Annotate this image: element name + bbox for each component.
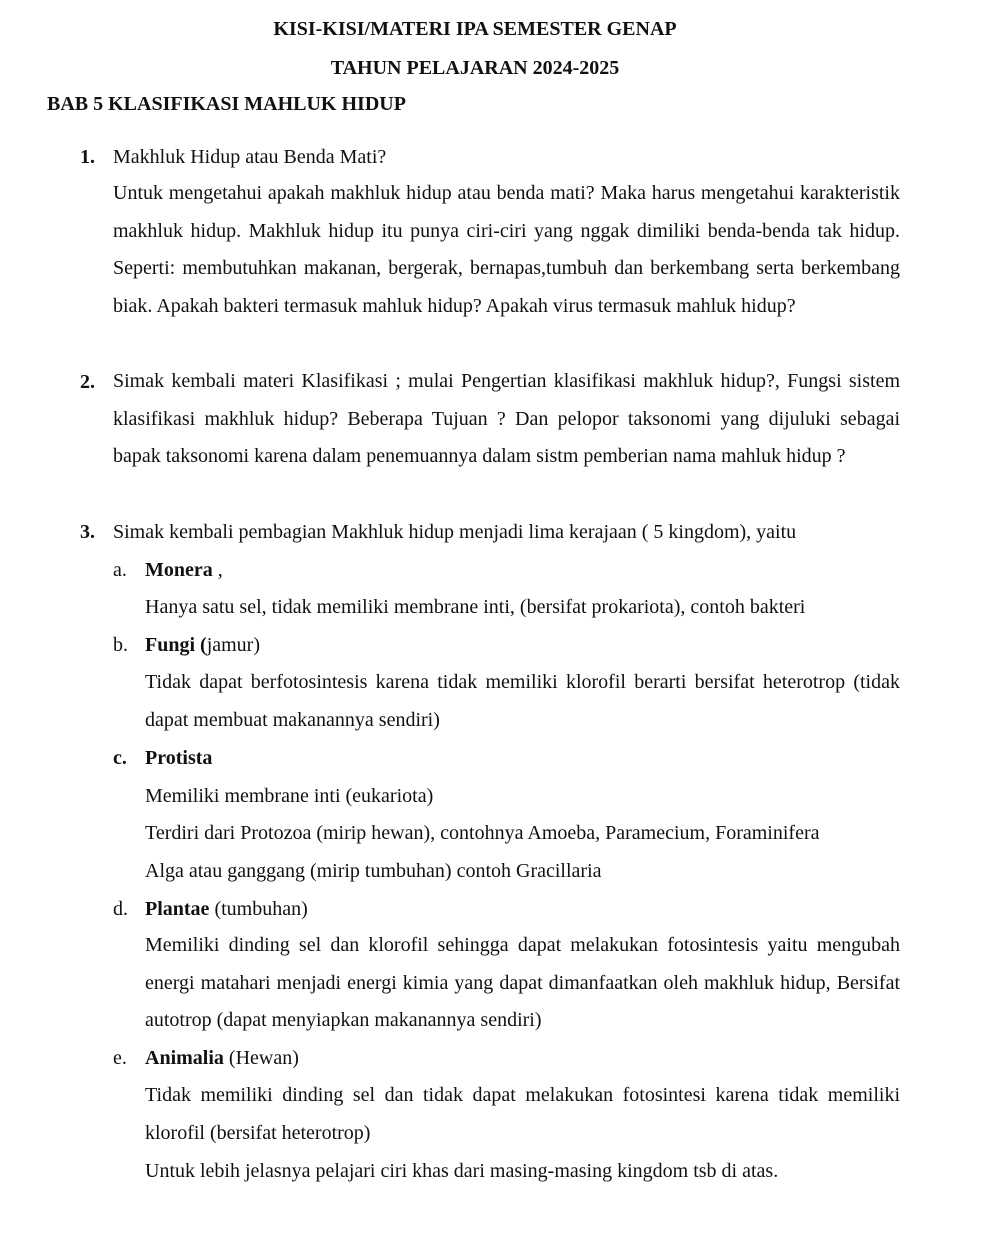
kingdom-name: Protista bbox=[145, 747, 213, 769]
kingdom-name-suffix: , bbox=[212, 559, 223, 581]
document-subtitle: TAHUN PELAJARAN 2024-2025 bbox=[330, 57, 620, 79]
kingdom-name: Plantae bbox=[145, 898, 210, 920]
kingdom-desc-animalia: Tidak memiliki dinding sel dan tidak dapat melakukan fotosintesi karena tidak memiliki klorofil (bersifat heterotrop) bbox=[145, 1084, 900, 1144]
item-body-2: Simak kembali materi Klasifikasi ; mulai Pengertian klasifikasi makhluk hidup?, Fungsi sistem klasifikasi makhluk hidup? Beberapa Tujuan ? Dan pelopor taksonomi yang dijuluki sebagai bapak taksonomi karena dalam penemuannya dalam sistm pemberian nama mahluk hidup ? bbox=[113, 370, 900, 468]
chapter-heading: BAB 5 KLASIFIKASI MAHLUK HIDUP bbox=[47, 93, 406, 115]
kingdom-title-protista bbox=[145, 746, 212, 770]
document-title: KISI-KISI/MATERI IPA SEMESTER GENAP bbox=[273, 18, 677, 40]
kingdom-desc-fungi: Tidak dapat berfotosintesis karena tidak memiliki klorofil berarti bersifat heterotrop (tidak dapat membuat makanannya sendiri) bbox=[145, 671, 900, 731]
kingdom-letter-c: c. bbox=[113, 747, 127, 769]
kingdom-letter-e: e. bbox=[113, 1047, 127, 1069]
kingdom-desc-plantae: Memiliki dinding sel dan klorofil sehingga dapat melakukan fotosintesis yaitu mengubah energi matahari menjadi energi kimia yang dapat dimanfaatkan oleh makhluk hidup, Bersifat autotrop (dapat menyiapkan makanannya sendiri) bbox=[145, 934, 900, 1032]
kingdom-desc-monera: Hanya satu sel, tidak memiliki membrane inti, (bersifat prokariota), contoh bakteri bbox=[145, 596, 806, 618]
kingdom-desc-protista-2: Terdiri dari Protozoa (mirip hewan), contohnya Amoeba, Paramecium, Foraminifera bbox=[145, 822, 820, 844]
kingdom-desc-protista-3: Alga atau ganggang (mirip tumbuhan) contoh Gracillaria bbox=[145, 860, 602, 882]
kingdom-title-fungi bbox=[145, 633, 260, 657]
kingdom-name: Animalia bbox=[145, 1047, 224, 1069]
kingdom-desc-protista-1: Memiliki membrane inti (eukariota) bbox=[145, 785, 434, 807]
kingdom-title-plantae bbox=[145, 897, 308, 921]
kingdom-letter-a: a. bbox=[113, 559, 127, 581]
kingdom-name: Fungi ( bbox=[145, 634, 207, 656]
item-heading-1: Makhluk Hidup atau Benda Mati? bbox=[113, 146, 387, 168]
item-number-1: 1. bbox=[80, 146, 95, 168]
item-number-2: 2. bbox=[80, 371, 95, 393]
kingdom-letter-b: b. bbox=[113, 634, 128, 656]
closing-note: Untuk lebih jelasnya pelajari ciri khas dari masing-masing kingdom tsb di atas. bbox=[145, 1160, 779, 1182]
kingdom-title-monera bbox=[145, 558, 223, 582]
item-body-1: Untuk mengetahui apakah makhluk hidup atau benda mati? Maka harus mengetahui karakteristik makhluk hidup. Makhluk hidup itu punya ciri-ciri yang nggak dimiliki benda-benda tak hidup. Seperti: membutuhkan makanan, bergerak, bernapas,tumbuh dan berkembang serta berkembang biak. Apakah bakteri termasuk mahluk hidup? Apakah virus termasuk mahluk hidup? bbox=[113, 182, 900, 317]
kingdom-name-suffix: jamur) bbox=[206, 634, 260, 656]
kingdom-name: Monera bbox=[145, 559, 213, 581]
kingdom-title-animalia bbox=[145, 1046, 299, 1070]
item-number-3: 3. bbox=[80, 521, 95, 543]
kingdom-name-suffix: (Hewan) bbox=[223, 1047, 299, 1069]
kingdom-letter-d: d. bbox=[113, 898, 128, 920]
item-heading-3: Simak kembali pembagian Makhluk hidup menjadi lima kerajaan ( 5 kingdom), yaitu bbox=[113, 521, 797, 543]
kingdom-name-suffix: (tumbuhan) bbox=[209, 898, 308, 920]
